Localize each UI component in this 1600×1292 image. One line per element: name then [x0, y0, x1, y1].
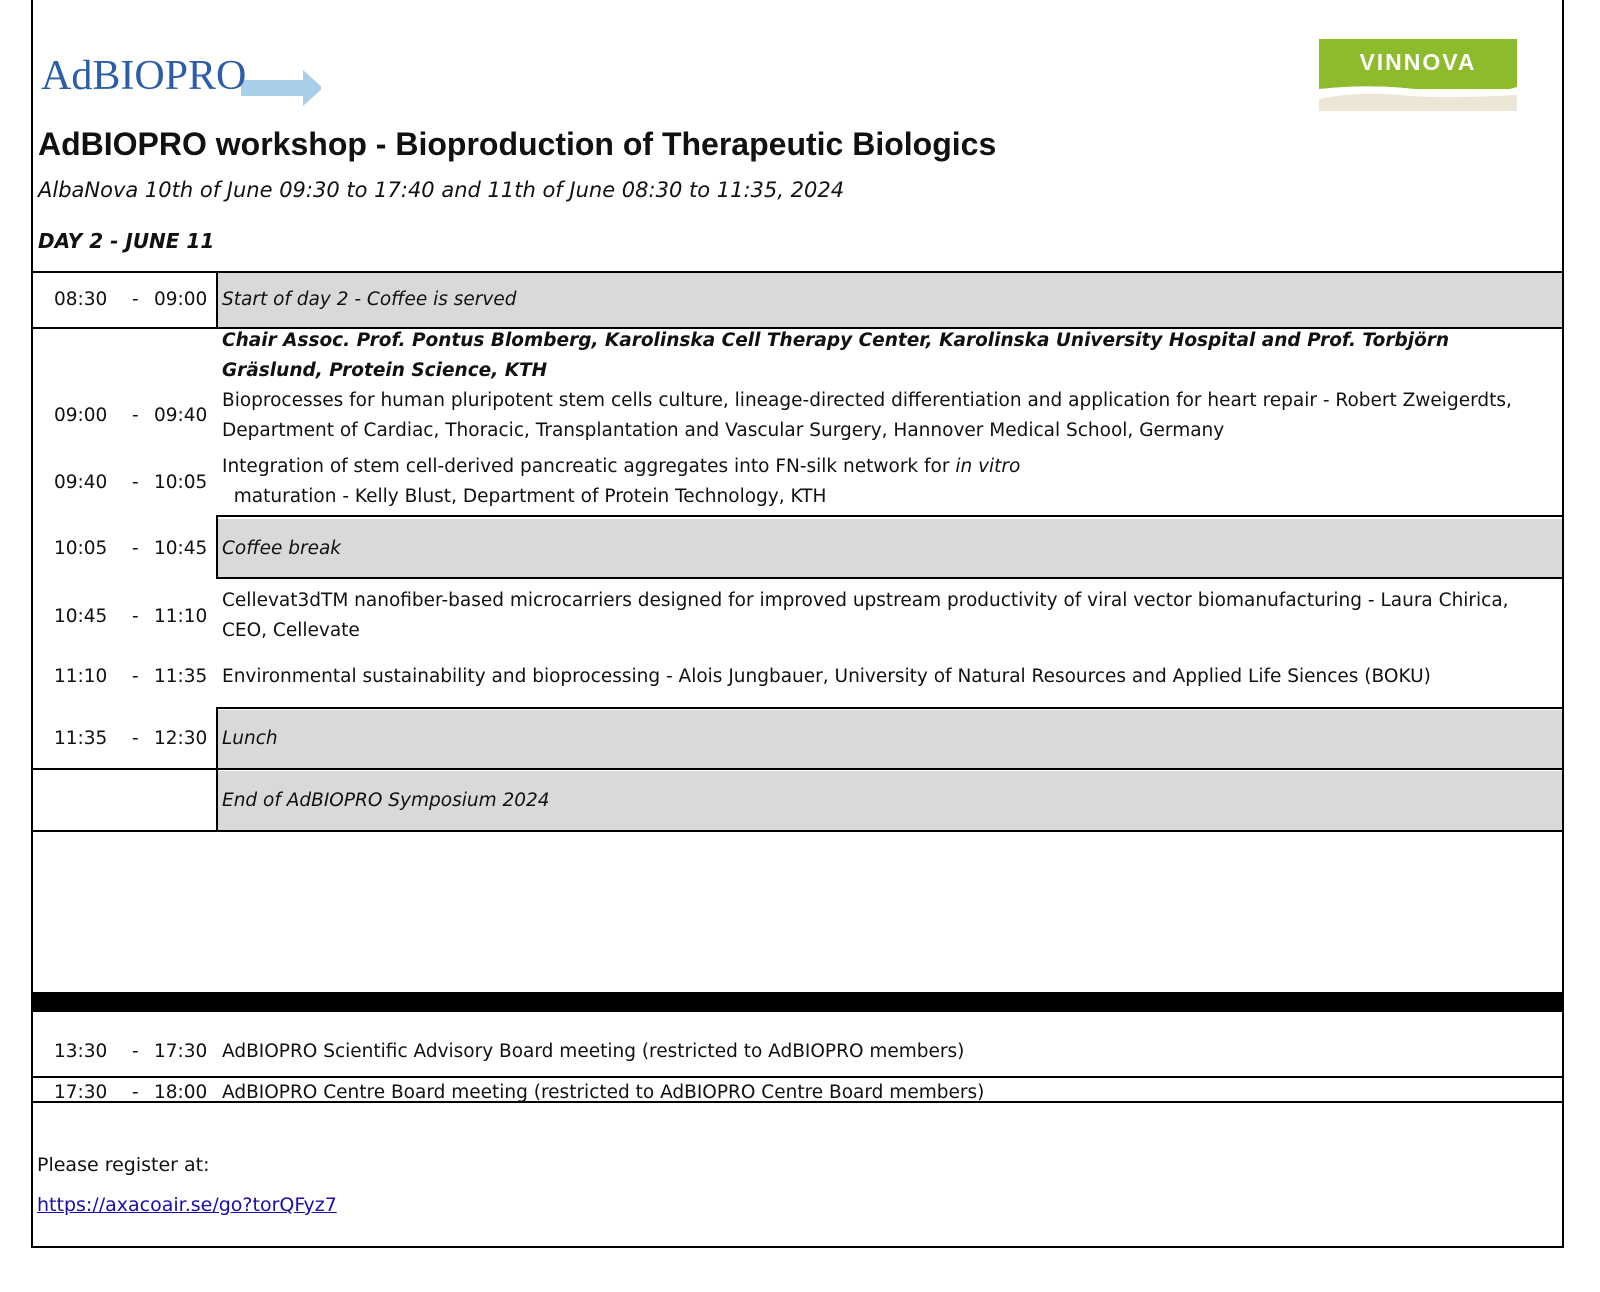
time-dash: - [132, 289, 139, 310]
event-dates: AlbaNova 10th of June 09:30 to 17:40 and 11th of June 08:30 to 11:35, 2024 [38, 178, 845, 202]
table-rule [216, 577, 1564, 579]
vinnova-logo [1319, 39, 1517, 111]
talk-title: Integration of stem cell-derived pancreatic aggregates into FN-silk network for in vitro maturation - Kelly Blust, Department of Protein Technology, KTH [222, 456, 1021, 507]
session-title: End of AdBIOPRO Symposium 2024 [222, 790, 550, 811]
start-time: 17:30 [54, 1082, 108, 1103]
adbiopro-logo [41, 50, 321, 110]
table-rule [31, 271, 1564, 273]
end-time: 10:05 [154, 472, 208, 493]
start-time: 10:45 [54, 606, 108, 627]
table-rule [216, 707, 1564, 709]
end-time: 11:35 [154, 666, 208, 687]
end-time: 17:30 [154, 1041, 208, 1062]
start-time: 11:35 [54, 728, 108, 749]
start-time: 09:00 [54, 405, 108, 426]
end-time: 09:40 [154, 405, 208, 426]
session-title: Start of day 2 - Coffee is served [222, 289, 517, 310]
table-rule [31, 768, 1564, 770]
time-dash: - [132, 666, 139, 687]
end-time: 10:45 [154, 538, 208, 559]
end-time: 11:10 [154, 606, 208, 627]
time-dash: - [132, 1082, 139, 1103]
column-rule [216, 515, 218, 579]
register-label: Please register at: [37, 1154, 210, 1176]
page-title: AdBIOPRO workshop - Bioproduction of Therapeutic Biologics [38, 126, 997, 162]
start-time: 10:05 [54, 538, 108, 559]
start-time: 13:30 [54, 1041, 108, 1062]
day-heading: DAY 2 - JUNE 11 [38, 229, 215, 253]
time-dash: - [132, 606, 139, 627]
session-title: Lunch [222, 728, 278, 749]
section-divider [31, 992, 1564, 1012]
end-time: 09:00 [154, 289, 208, 310]
vinnova-logo-text: VINNOVA [1359, 49, 1477, 75]
end-time: 12:30 [154, 728, 208, 749]
register-link[interactable]: https://axacoair.se/go?torQFyz7 [37, 1194, 337, 1216]
table-rule [216, 515, 1564, 517]
time-dash: - [132, 1041, 139, 1062]
time-dash: - [132, 472, 139, 493]
column-rule [216, 707, 218, 832]
start-time: 09:40 [54, 472, 108, 493]
session-title: Coffee break [222, 538, 342, 559]
time-dash: - [132, 405, 139, 426]
adbiopro-logo-text: AdBIOPRO [41, 53, 247, 99]
end-time: 18:00 [154, 1082, 208, 1103]
meeting-title: AdBIOPRO Scientific Advisory Board meeting (restricted to AdBIOPRO members) [222, 1041, 965, 1062]
meeting-title: AdBIOPRO Centre Board meeting (restricted to AdBIOPRO Centre Board members) [222, 1082, 985, 1103]
start-time: 08:30 [54, 289, 108, 310]
talk-title: Environmental sustainability and bioprocessing - Alois Jungbauer, University of Natural Resources and Applied Life Siences (BOKU) [222, 666, 1431, 687]
talk-title: Bioprocesses for human pluripotent stem cells culture, lineage-directed differentiation and application for heart repair - Robert Zweigerdts, Department of Cardiac, Thoracic, Transplantation and Vascular Surgery, Hannover Medical School, Germany [222, 390, 1512, 441]
time-dash: - [132, 538, 139, 559]
column-rule [216, 271, 218, 329]
table-rule [31, 830, 1564, 832]
talk-title: Cellevat3dTM nanofiber-based microcarriers designed for improved upstream productivity of viral vector biomanufacturing - Laura Chirica, CEO, Cellevate [222, 590, 1509, 641]
time-dash: - [132, 728, 139, 749]
session-chair: Chair Assoc. Prof. Pontus Blomberg, Karolinska Cell Therapy Center, Karolinska University Hospital and Prof. Torbjörn Gräslund, Protein Science, KTH [222, 330, 1450, 381]
start-time: 11:10 [54, 666, 108, 687]
